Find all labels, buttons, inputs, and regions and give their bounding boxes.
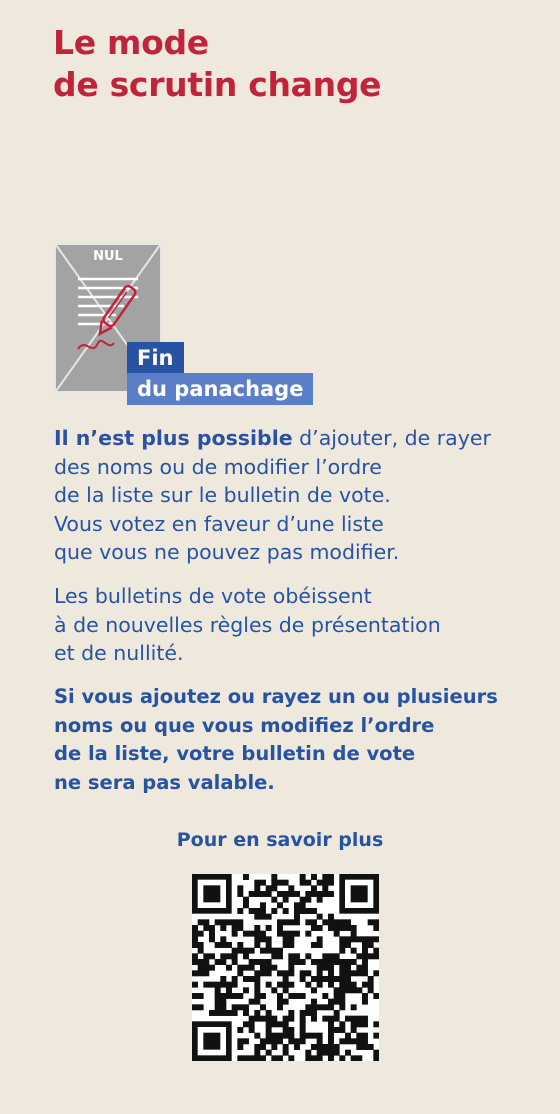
paragraph-line-rest: d’ajouter, de rayer <box>292 426 491 450</box>
paragraph-line: Si vous ajoutez ou rayez un ou plusieurs <box>54 685 498 708</box>
paragraph-warning <box>54 683 534 797</box>
badge-line-1: Fin <box>127 342 184 375</box>
paragraph-line: Les bulletins de vote obéissent <box>54 584 372 608</box>
paragraph-new-rules <box>54 582 534 668</box>
paragraph-lead: Il n’est plus possible <box>54 426 293 450</box>
paragraph-line: de la liste, votre bulletin de vote <box>54 742 416 766</box>
paragraph-line: ne sera pas valable. <box>54 770 275 794</box>
paragraph-line: Vous votez en faveur d’une liste <box>54 511 384 536</box>
title-line-2: de scrutin change <box>53 65 382 104</box>
paragraph-line: que vous ne pouvez pas modifier. <box>54 540 400 565</box>
paragraph-line: à de nouvelles règles de présentation <box>54 612 441 637</box>
more-info-label: Pour en savoir plus <box>176 829 384 851</box>
badge-line-2: du panachage <box>127 373 313 405</box>
paragraph-line: des noms ou de modifier l’ordre <box>54 454 382 479</box>
paragraph-line: noms ou que vous modifiez l’ordre <box>54 713 435 737</box>
paragraph-line <box>54 424 534 453</box>
paragraph-line: de la liste sur le bulletin de vote. <box>54 483 391 508</box>
page-title <box>53 22 381 106</box>
paragraph-line: et de nullité. <box>54 641 184 666</box>
ballot-label: NUL <box>93 249 123 264</box>
qr-code-icon[interactable] <box>192 874 379 1061</box>
title-line-1: Le mode <box>53 23 209 62</box>
paragraph-no-changes <box>54 424 534 567</box>
